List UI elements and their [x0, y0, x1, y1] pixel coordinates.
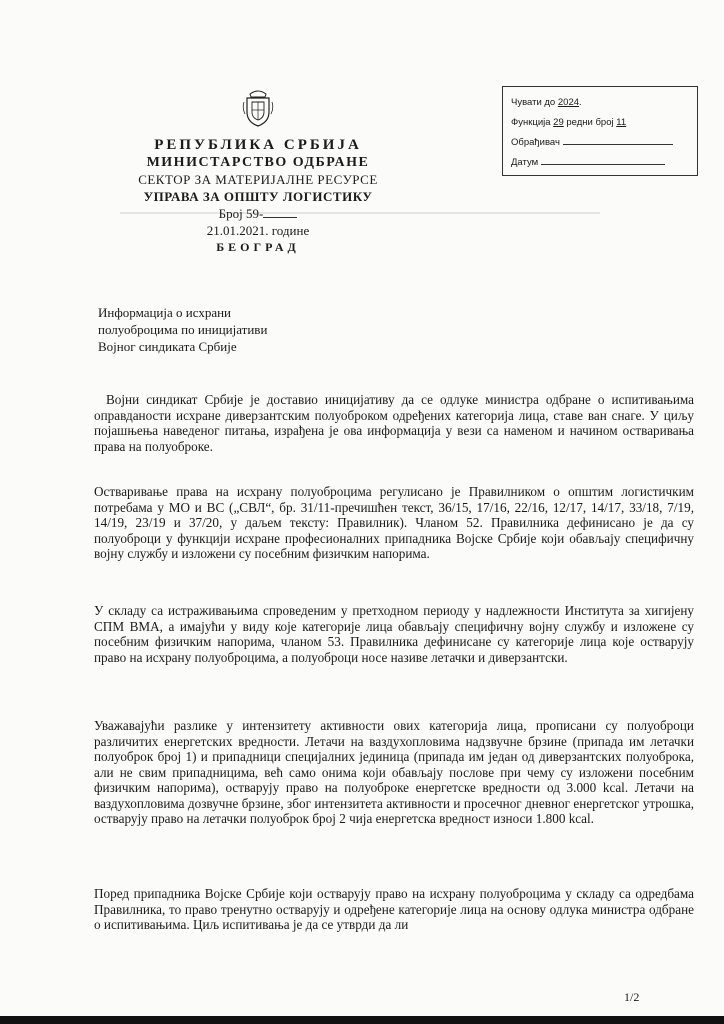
paragraph-3: У складу са истраживањима спроведеним у претходном периоду у надлежности Института за хигијену СПМ ВМА, а имајући у виду које категорије лица обављају специфичну војну службу и изложене су посебним физичким напорима, чланом 53. Правилника дефинисане су категорије лица које остварују право на исхрану полуоброцима, а полуоброци носе називе летачки и диверзантски. [94, 603, 694, 665]
paragraph-4: Уважавајући разлике у интензитету активности ових категорија лица, прописани су полуоброци различитих енергетских вредности. Летачи на ваздухопловима надзвучне брзине (припада им летачки полуоброк број 1) и припадници специјалних јединица (припада им један од диверзантских полуоброка, али не свим припадницима, већ само онима који обављају послове при чему су изложени посебним физичким напорима), остварују право на полуоброке енергетске вредности од 3.000 kcal. Летачи на ваздухопловима дозвучне брзине, због интензитета активности и просечног дневног енергетског утрошка, остварују право на летачки полуоброк број 2 чија енергетска вредност износи 1.800 kcal. [94, 718, 694, 826]
country-name: РЕПУБЛИКА СРБИЈА [154, 137, 362, 153]
document-date: 21.01.2021. године [206, 223, 310, 238]
function-value: 29 [553, 117, 564, 128]
page-number: 1/2 [624, 990, 640, 1004]
paragraph-1: Војни синдикат Србије је доставио иницијативу да се одлуке министра одбране о испитивањима оправданости исхране диверзантским полуоброком одређених категорија лица, ставе ван снаге. У циљу појашњења наведеног питања, израђена је ова информација у вези са наменом и начином остваривања права на полуоброке. [94, 392, 694, 454]
order-value: 11 [616, 117, 627, 128]
document-number-label: Број 59- [218, 206, 264, 221]
function-row: Функција 29 редни број 11 [511, 117, 627, 128]
archive-stamp-box [502, 86, 698, 176]
ministry-name: МИНИСТАРСТВО ОДБРАНЕ [146, 155, 370, 170]
document-city: БЕОГРАД [216, 240, 300, 254]
paragraph-2: Остваривање права на исхрану полуоброцима регулисано је Правилником о општим логистичким потребама у МО и ВС („СВЛ“, бр. 31/11-пречишћен текст, 36/15, 17/16, 22/16, 12/17, 14/17, 33/18, 7/19, 14/19, 23/19 и 37/20, у даљем тексту: Правилник). Чланом 52. Правилника дефинисано је да су полуоброци у функцији исхране професионалних припадника Војске Србије који обављају специфичну војну службу и изложени су посебним физичким напорима. [94, 484, 694, 561]
date-row: Датум [511, 153, 689, 173]
processor-row: Обрађивач [511, 133, 689, 153]
document-number [108, 205, 408, 222]
coat-of-arms-icon [241, 88, 275, 128]
document-subject: Информација о исхрани полуоброцима по иницијативи Војног синдиката Србије [98, 305, 268, 354]
scan-edge [0, 1016, 724, 1024]
keep-until-row: Чувати до 2024. [511, 97, 582, 108]
sector-name: СЕКТОР ЗА МАТЕРИЈАЛНЕ РЕСУРСЕ [138, 172, 378, 187]
paragraph-5: Поред припадника Војске Србије који остварују право на исхрану полуоброцима у складу са одредбама Правилника, то право тренутно остварују и одређене категорије лица на основу одлука министра одбране о испитивањима. Циљ испитивања је да се утврди да ли [94, 886, 694, 932]
keep-until-value: 2024 [557, 97, 580, 108]
directorate-name: УПРАВА ЗА ОПШТУ ЛОГИСТИКУ [143, 189, 373, 204]
letterhead [108, 88, 408, 256]
